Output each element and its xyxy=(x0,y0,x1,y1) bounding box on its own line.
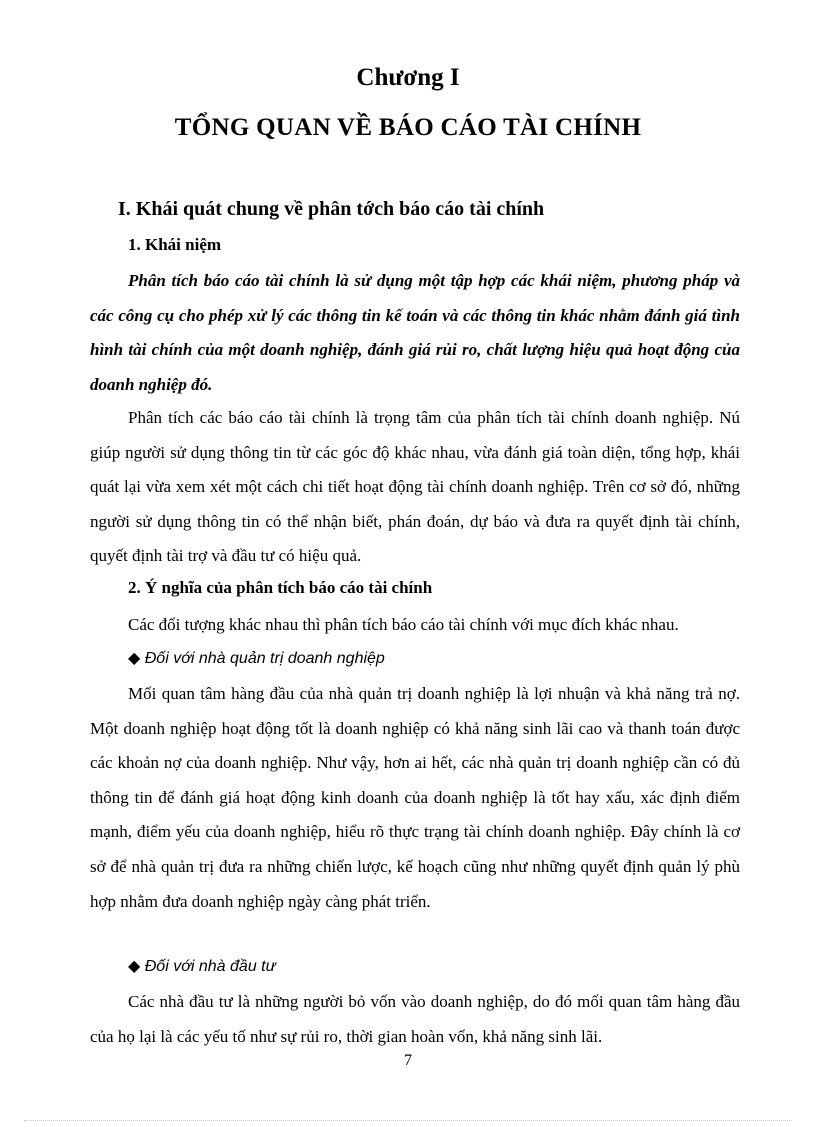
subsection-heading-significance: 2. Ý nghĩa của phân tích báo cáo tài chính xyxy=(128,578,433,597)
chapter-number: Chương I xyxy=(356,64,460,91)
page-number: 7 xyxy=(404,1052,412,1069)
body-paragraph-intro: Các đối tượng khác nhau thì phân tích báo cáo tài chính với mục đích khác nhau. xyxy=(128,615,679,634)
page-bottom-divider xyxy=(24,1120,792,1121)
body-paragraph-concept: Phân tích các báo cáo tài chính là trọng tâm của phân tích tài chính doanh nghiệp. Nú giúp người sử dụng thông tin từ các góc độ khác nhau, vừa đánh giá toàn diện, tổng hợp, khái quát lại vừa xem xét một cách chi tiết hoạt động tài chính doanh nghiệp. Trên cơ sở đó, những người sử dụng thông tin có thể nhận biết, phán đoán, dự báo và đưa ra quyết định tài chính, quyết định tài trợ và đầu tư có hiệu quả. xyxy=(90,408,740,566)
bullet-managers: ◆ Đối với nhà quản trị doanh nghiệp xyxy=(128,650,385,667)
body-paragraph-managers: Mối quan tâm hàng đầu của nhà quản trị doanh nghiệp là lợi nhuận và khả năng trả nợ. Một doanh nghiệp hoạt động tốt là doanh nghiệp có khả năng sinh lãi cao và thanh toán được các khoản nợ của doanh nghiệp. Như vậy, hơn ai hết, các nhà quản trị doanh nghiệp cần có đủ thông tin để đánh giá hoạt động kinh doanh của doanh nghiệp là tốt hay xấu, xác định điểm mạnh, điểm yếu của doanh nghiệp, hiểu rõ thực trạng tài chính doanh nghiệp. Đây chính là cơ sở để nhà quản trị đưa ra những chiến lược, kế hoạch cũng như những quyết định quản lý phù hợp nhằm đưa doanh nghiệp ngày càng phát triển. xyxy=(90,684,740,911)
chapter-title: TỔNG QUAN VỀ BÁO CÁO TÀI CHÍNH xyxy=(174,114,642,141)
subsection-heading-concept: 1. Khái niệm xyxy=(128,235,222,254)
section-heading: I. Khái quát chung về phân tớch báo cáo tài chính xyxy=(118,198,545,220)
definition-paragraph: Phân tích báo cáo tài chính là sử dụng một tập hợp các khái niệm, phương pháp và các công cụ cho phép xử lý các thông tin kế toán và các thông tin khác nhằm đánh giá tình hình tài chính của một doanh nghiệp, đánh giá rủi ro, chất lượng hiệu quả hoạt động của doanh nghiệp đó. xyxy=(90,271,740,394)
bullet-investors: ◆ Đối với nhà đầu tư xyxy=(128,958,276,975)
body-paragraph-investors: Các nhà đầu tư là những người bỏ vốn vào doanh nghiệp, do đó mối quan tâm hàng đầu của họ lại là các yếu tố như sự rủi ro, thời gian hoàn vốn, khả năng sinh lãi. xyxy=(90,992,740,1046)
